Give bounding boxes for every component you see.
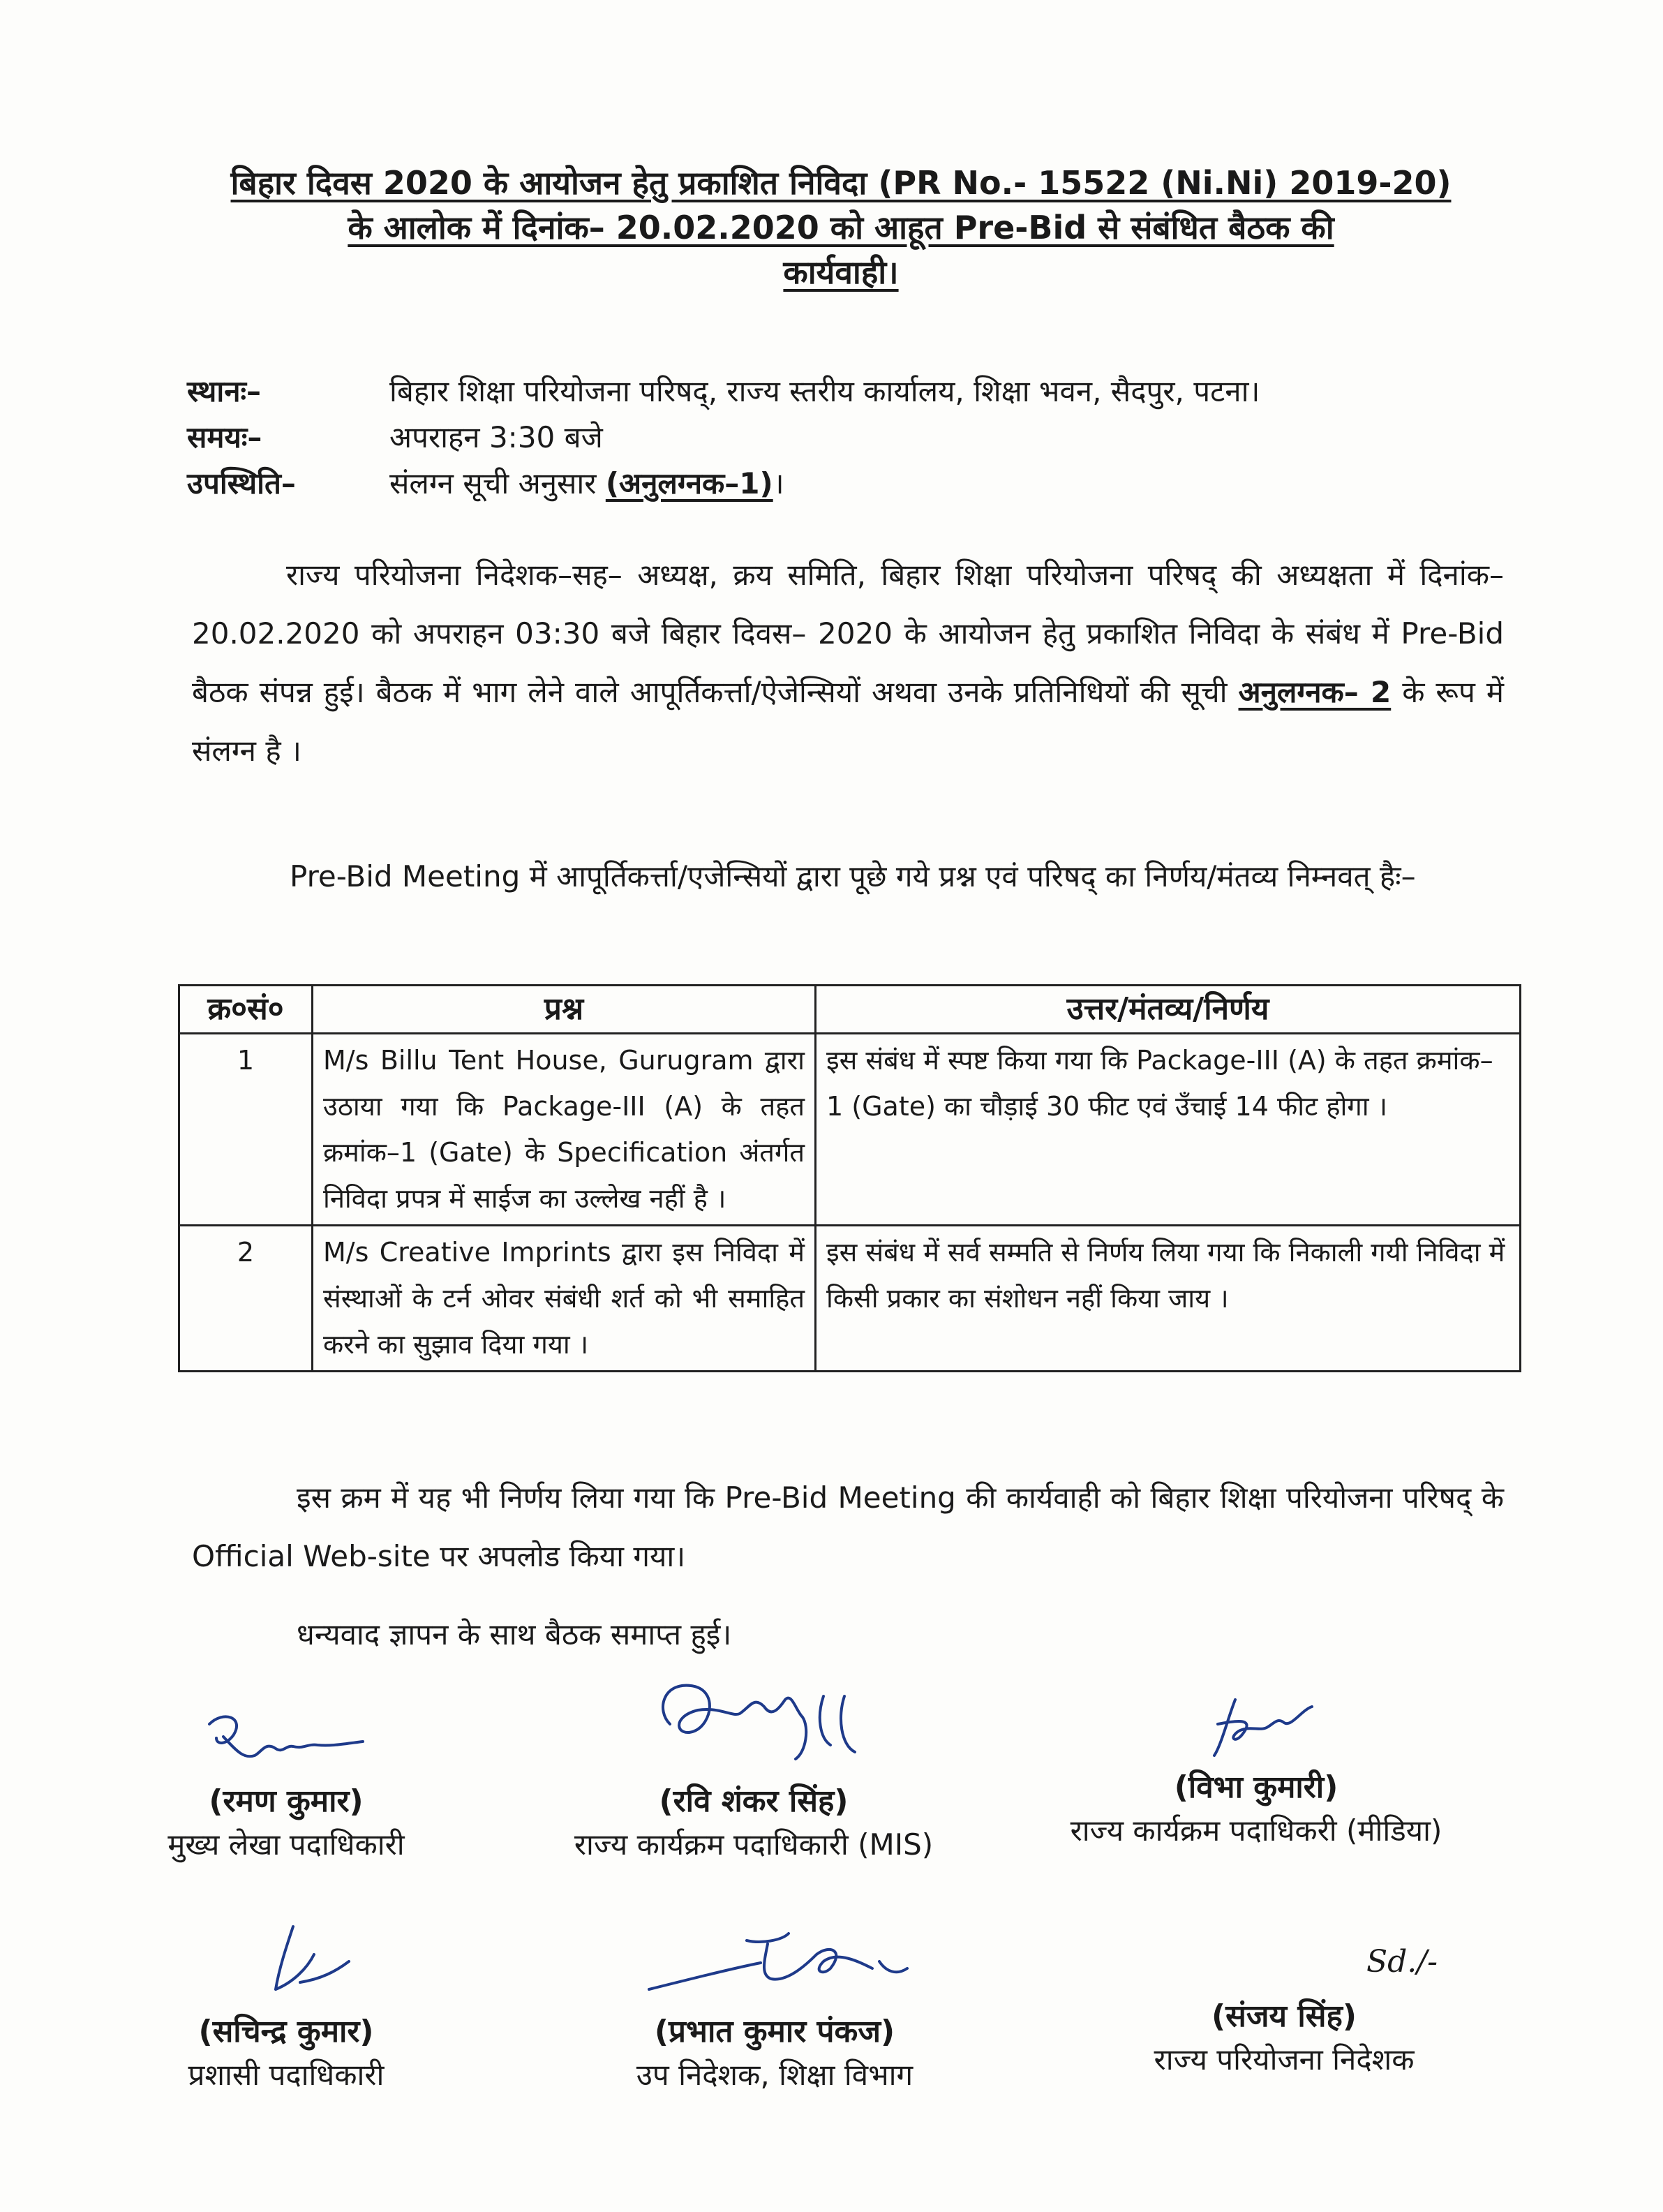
title-line-1: बिहार दिवस 2020 के आयोजन हेतु प्रकाशित निविदा (PR No.- 15522 (Ni.Ni) 2019-20) bbox=[230, 164, 1452, 202]
paragraph-intro-end: के रूप में संलग्न है । bbox=[192, 675, 1504, 768]
signature-image bbox=[628, 1668, 879, 1780]
signatory-name: (रमण कुमार) bbox=[209, 1783, 364, 1819]
signatory-name: (सचिन्द्र कुमार) bbox=[198, 2014, 374, 2049]
signature-image bbox=[1172, 1689, 1340, 1766]
row-serial: 2 bbox=[179, 1226, 313, 1372]
row-serial: 1 bbox=[179, 1034, 313, 1226]
place-label: स्थानः– bbox=[187, 374, 262, 408]
header-question: प्रश्न bbox=[313, 986, 816, 1034]
attendance-annex: (अनुलग्नक–1) bbox=[605, 466, 773, 500]
paragraph-intro bbox=[192, 546, 1504, 780]
attendance-row bbox=[187, 461, 1513, 507]
row-answer: इस संबंध में स्पष्ट किया गया कि Package-III (A) के तहत क्रमांक–1 (Gate) का चौड़ाई 30 फीट एवं उँचाई 14 फीट होगा । bbox=[816, 1034, 1521, 1226]
signature-image bbox=[621, 1913, 928, 2010]
attendance-value: संलग्न सूची अनुसार bbox=[389, 466, 597, 500]
signature-image bbox=[209, 1913, 363, 2010]
signatory-name: (प्रभात कुमार पंकज) bbox=[654, 2014, 895, 2049]
header-serial: क्र०सं० bbox=[179, 986, 313, 1034]
time-value: अपराहन 3:30 बजे bbox=[389, 420, 603, 454]
row-question: M/s Billu Tent House, Gurugram द्वारा उठाया गया कि Package-III (A) के तहत क्रमांक–1 (Gate) के Specification अंतर्गत निविदा प्रपत्र में साईज का उल्लेख नहीं है । bbox=[313, 1034, 816, 1226]
signatory-6 bbox=[1068, 1940, 1500, 2081]
title-line-2: के आलोक में दिनांक– 20.02.2020 को आहूत Pre-Bid से संबंधित बैठक की bbox=[348, 209, 1334, 246]
signatory-3 bbox=[1005, 1689, 1507, 1853]
paragraph-closing: धन्यवाद ज्ञापन के साथ बैठक समाप्त हुई। bbox=[297, 1617, 732, 1651]
place-row bbox=[187, 369, 1513, 415]
qa-table bbox=[178, 984, 1521, 1372]
row-answer: इस संबंध में सर्व सम्मति से निर्णय लिया गया कि निकाली गयी निविदा में किसी प्रकार का संशोधन नहीं किया जाय । bbox=[816, 1226, 1521, 1372]
signatory-designation: प्रशासी पदाधिकारी bbox=[188, 2058, 385, 2092]
signatory-5 bbox=[530, 1913, 1019, 2097]
time-label: समयः– bbox=[187, 420, 262, 454]
time-row bbox=[187, 415, 1513, 461]
signatory-name: (संजय सिंह) bbox=[1211, 1998, 1357, 2034]
signatory-designation: मुख्य लेखा पदाधिकारी bbox=[167, 1827, 405, 1862]
signatory-name: (विभा कुमारी) bbox=[1174, 1769, 1338, 1805]
table-row bbox=[179, 1226, 1521, 1372]
place-value: बिहार शिक्षा परियोजना परिषद्, राज्य स्तरीय कार्यालय, शिक्षा भवन, सैदपुर, पटना। bbox=[389, 374, 1260, 408]
signatory-1 bbox=[105, 1703, 468, 1866]
header-answer: उत्तर/मंतव्य/निर्णय bbox=[816, 986, 1521, 1034]
document-title bbox=[181, 161, 1500, 295]
attendance-end: । bbox=[773, 466, 784, 500]
row-question: M/s Creative Imprints द्वारा इस निविदा में संस्थाओं के टर्न ओवर संबंधी शर्त को भी समाहित करने का सुझाव दिया गया । bbox=[313, 1226, 816, 1372]
table-header-row bbox=[179, 986, 1521, 1034]
signatory-designation: राज्य परियोजना निदेशक bbox=[1154, 2042, 1415, 2077]
signatory-designation: राज्य कार्यक्रम पदाधिकरी (मीडिया) bbox=[1070, 1813, 1442, 1848]
paragraph-upload-decision: इस क्रम में यह भी निर्णय लिया गया कि Pre-Bid Meeting की कार्यवाही को बिहार शिक्षा परियोजना परिषद् के Official Web-site पर अपलोड किया गया। bbox=[192, 1480, 1504, 1573]
annex-2-ref: अनुलग्नक– 2 bbox=[1238, 675, 1392, 709]
signatory-designation: उप निदेशक, शिक्षा विभाग bbox=[636, 2058, 913, 2092]
signatory-4 bbox=[105, 1913, 468, 2097]
paragraph-questions-intro: Pre-Bid Meeting में आपूर्तिकर्त्ता/एजेन्सियों द्वारा पूछे गये प्रश्न एवं परिषद् का निर्णय/मंतव्य निम्नवत् हैः– bbox=[290, 859, 1416, 893]
attendance-label: उपस्थिति– bbox=[187, 466, 296, 500]
title-line-3: कार्यवाही। bbox=[783, 253, 899, 291]
sd-signature-mark: Sd./- bbox=[1366, 1944, 1438, 1980]
signatory-name: (रवि शंकर सिंह) bbox=[659, 1783, 849, 1819]
meeting-details bbox=[187, 369, 1513, 507]
signatory-2 bbox=[489, 1668, 1019, 1866]
table-row bbox=[179, 1034, 1521, 1226]
paragraph-intro-text: राज्य परियोजना निदेशक–सह– अध्यक्ष, क्रय समिति, बिहार शिक्षा परियोजना परिषद् की अध्यक्षता में दिनांक–20.02.2020 को अपराहन 03:30 बजे बिहार दिवस– 2020 के आयोजन हेतु प्रकाशित निविदा के संबंध में Pre-Bid बैठक संपन्न हुई। बैठक में भाग लेने वाले आपूर्तिकर्त्ता/ऐजेन्सियों अथवा उनके प्रतिनिधियों की सूची bbox=[192, 558, 1504, 709]
signature-image bbox=[195, 1703, 377, 1780]
signatory-designation: राज्य कार्यक्रम पदाधिकारी (MIS) bbox=[574, 1827, 934, 1862]
